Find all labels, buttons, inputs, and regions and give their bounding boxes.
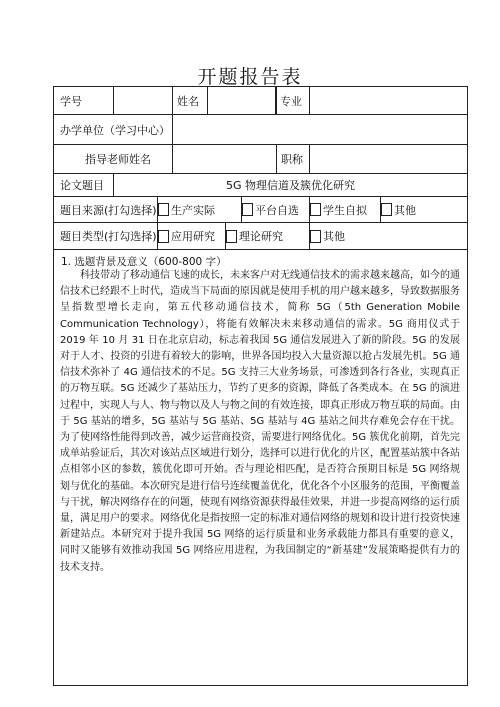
background-section xyxy=(54,250,467,685)
row-topic-type xyxy=(54,223,467,250)
topic-source-label: 题目来源(打勾选择) xyxy=(60,203,157,217)
page-title: 开题报告表 xyxy=(197,66,303,88)
title-rank-label: 职称 xyxy=(281,153,303,166)
row-school xyxy=(54,115,467,145)
source-option-other[interactable]: 其他 xyxy=(381,197,416,222)
topic-type-label: 题目类型(打勾选择) xyxy=(60,230,157,243)
proposal-form xyxy=(53,86,468,686)
type-option-applied[interactable]: 应用研究 xyxy=(158,223,215,249)
thesis-title-label: 论文题目 xyxy=(60,179,104,192)
student-id-label: 学号 xyxy=(60,94,82,108)
section-body: 科技带动了移动通信飞速的成长，未来客户对无线通信技术的需求越来越高，如今的通信技术已经跟不上时代，造成当下局面的原因就是使用手机的用户越来越多，导致数据服务呈指数型增长走向，第五代移动通信技术，简称 5G（5th Generation Mobile Communication Technology），将能有效解决未来移动通信的需求。5G 商用仪式于 2019 年 10 月 31 日在北京启动，标志着我国 5G 通信发展进入了新的阶段。5G 的发展对于人才、投资的引进有着较大的影响，世界各国均投入大量资源以抢占发展先机。5G 通信技术弥补了 4G 通信技术的不足。5G 支持三大业务场景，可渗透到各行各业，实现真正的万物互联。5G 还减少了基站压力，节约了更多的资源，降低了各类成本。在 5G 的演进过程中，实现人与人、物与物以及人与物之间的有效连接，即真正形成万物互联的局面。由于 5G 基站的增多，5G 基站与 5G 基站、5G 基站与 4G 基站之间共存难免会存在干扰。为了使网络性能得到改善，减少运营商投资，需要进行网络优化。5G 簇优化前期，首先完成单站验证后，其次对该站点区域进行划分，选择可以进行优化的片区，配置基站簇中各站点相邻小区的参数，簇优化即可开始。否与理论相匹配，是否符合预期目标是 5G 网络规划与优化的基础。本次研究是进行信号连续覆盖优化，优化各个小区服务的范围，平衡覆盖与干扰，解决网络存在的问题，使现有网络资源获得最佳效果，并进一步提高网络的运行质量，满足用户的要求。网络优化是指按照一定的标准对通信网络的规划和设计进行投资快速新建站点。本研究对于提升我国 5G 网络的运行质量和业务承载能力都具有重要的意义，同时又能够有效推动我国 5G 网络应用进程，为我国制定的“新基建”发展策略提供有力的技术支持。 xyxy=(60,270,460,573)
checkbox-platform[interactable] xyxy=(242,203,253,216)
title-rank-field[interactable] xyxy=(310,145,468,173)
row-advisor xyxy=(54,145,467,174)
thesis-title-value[interactable]: 5G 物理信道及簇优化研究 xyxy=(225,179,356,192)
row-student-info-right xyxy=(54,87,467,115)
checkbox-student[interactable] xyxy=(310,203,321,216)
checkbox-production[interactable] xyxy=(158,203,169,216)
advisor-field[interactable] xyxy=(173,145,276,173)
source-option-student[interactable]: 学生自拟 xyxy=(310,197,367,222)
source-option-production[interactable]: 生产实际 xyxy=(158,197,215,222)
name-label: 姓名 xyxy=(177,94,199,108)
row-thesis-title xyxy=(54,174,467,197)
major-field[interactable] xyxy=(310,87,468,115)
type-option-other[interactable]: 其他 xyxy=(310,223,345,249)
checkbox-theory[interactable] xyxy=(226,230,237,243)
checkbox-applied[interactable] xyxy=(158,230,169,243)
advisor-label: 指导老师姓名 xyxy=(85,153,151,166)
section-heading: 1. 选题背景及意义（600-800 字） xyxy=(61,256,227,268)
source-option-platform[interactable]: 平台自选 xyxy=(242,197,299,222)
type-option-theory[interactable]: 理论研究 xyxy=(226,223,283,249)
school-field[interactable] xyxy=(173,115,468,144)
checkbox-type-other[interactable] xyxy=(310,230,321,243)
major-label: 专业 xyxy=(280,95,302,108)
row-topic-source xyxy=(54,197,467,223)
school-label: 办学单位（学习中心） xyxy=(60,123,170,137)
checkbox-source-other[interactable] xyxy=(381,203,392,216)
